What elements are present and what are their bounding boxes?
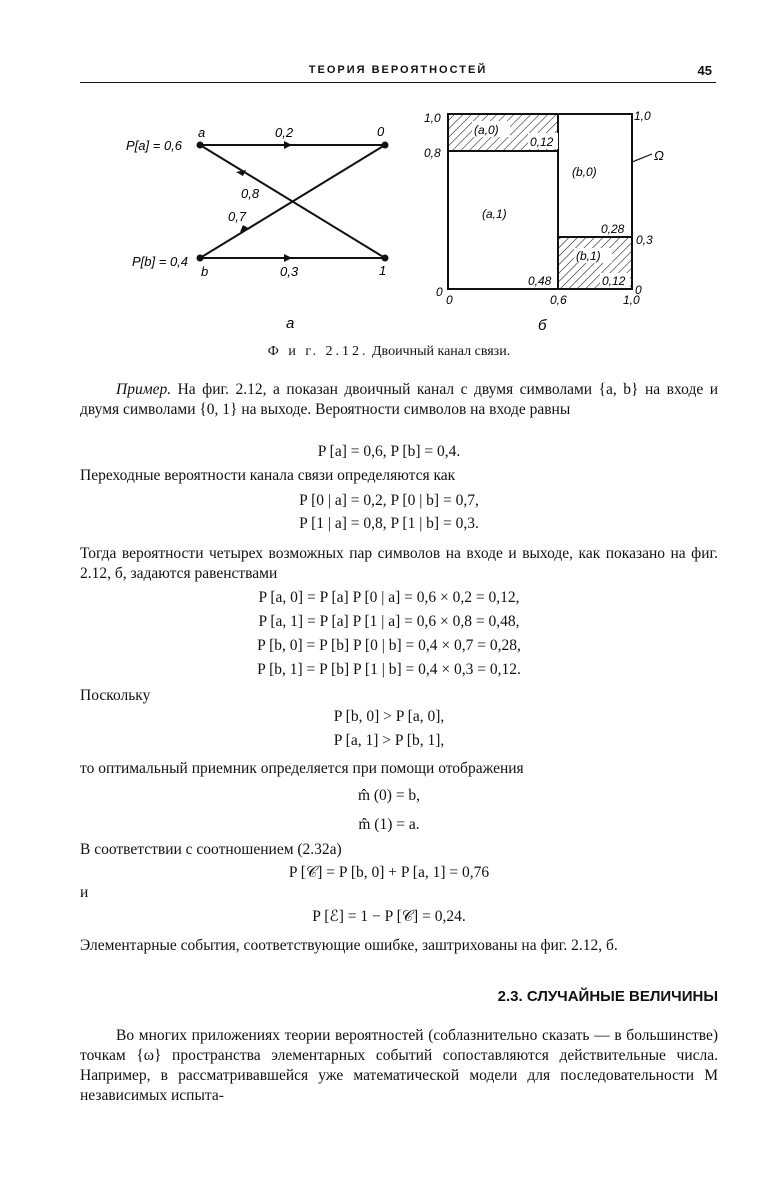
transition-b0: 0,7 — [228, 209, 247, 224]
right-axis-top: 1,0 — [634, 109, 651, 123]
equation-correct: P [𝒞] = P [b, 0] + P [a, 1] = 0,76 — [288, 864, 490, 881]
running-title: ТЕОРИЯ ВЕРОЯТНОСТЕЙ — [308, 64, 488, 76]
value-a0: 0,12 — [530, 135, 554, 149]
prob-b-label: P[b] = 0,4 — [132, 254, 189, 269]
accordance-paragraph: В соответствии с соотношением (2.32а) — [80, 841, 342, 858]
left-axis-top: 1,0 — [424, 111, 441, 125]
region-b0-label: (b,0) — [572, 165, 597, 179]
input-b-label: b — [201, 264, 209, 279]
example-paragraph — [80, 380, 718, 420]
panel-b-label: б — [538, 317, 547, 334]
example-body: На фиг. 2.12, а показан двоичный канал с двумя символами {a, b} на входе и двумя символами {0, 1} на выходе. Вероятности символов на входе равны — [80, 381, 719, 418]
node-1 — [382, 255, 389, 262]
equation-error: P [ℰ] = 1 − P [𝒞] = 0,24. — [312, 908, 466, 925]
omega-pointer — [632, 154, 652, 162]
bottom-axis-06: 0,6 — [550, 293, 567, 307]
omega-label: Ω — [654, 148, 664, 163]
transition-a1: 0,8 — [241, 186, 260, 201]
equation-input: P [a] = 0,6, P [b] = 0,4. — [317, 443, 461, 460]
running-header — [80, 62, 716, 83]
node-b — [197, 255, 204, 262]
page-number: 45 — [697, 63, 712, 78]
bottom-axis-1: 1,0 — [623, 293, 640, 307]
node-a — [197, 142, 204, 149]
arrow-b-1 — [284, 254, 292, 262]
bottom-axis-0: 0 — [446, 293, 453, 307]
caption-text: Двоичный канал связи. — [372, 344, 511, 359]
probability-square — [424, 109, 664, 334]
equation-since-1: P [b, 0] > P [a, 0], — [333, 708, 445, 725]
right-axis-mid: 0,3 — [636, 233, 653, 247]
panel-a-label: а — [286, 315, 295, 332]
region-b1-label: (b,1) — [576, 249, 601, 263]
section-heading: 2.3. СЛУЧАЙНЫЕ ВЕЛИЧИНЫ — [497, 988, 718, 1005]
equation-since-2: P [a, 1] > P [b, 1], — [333, 732, 445, 749]
pairs-paragraph: Тогда вероятности четырех возможных пар символов на входе и выходе, как показано на фиг. 2.12, б, задаются равенствами — [80, 545, 718, 582]
transition-b1: 0,3 — [280, 264, 299, 279]
equation-pair-4: P [b, 1] = P [b] P [1 | b] = 0,4 × 0,3 = 0,12. — [257, 661, 521, 678]
receiver-paragraph: то оптимальный приемник определяется при помощи отображения — [80, 760, 524, 777]
equation-pair-1: P [a, 0] = P [a] P [0 | a] = 0,6 × 0,2 = 0,12, — [258, 589, 520, 606]
prob-a-label: P[a] = 0,6 — [126, 138, 183, 153]
equation-pair-3: P [b, 0] = P [b] P [0 | b] = 0,4 × 0,7 = 0,28, — [257, 637, 521, 654]
value-b0: 0,28 — [601, 222, 625, 236]
equation-transition-2: P [1 | a] = 0,8, P [1 | b] = 0,3. — [299, 515, 479, 532]
arrow-a-0 — [284, 141, 292, 149]
transition-intro: Переходные вероятности канала связи определяются как — [80, 467, 456, 484]
equation-transition-1: P [0 | a] = 0,2, P [0 | b] = 0,7, — [299, 492, 479, 509]
equation-map-1: m̂ (0) = b, — [357, 787, 421, 804]
region-a1-label: (a,1) — [482, 207, 507, 221]
value-b1: 0,12 — [602, 274, 626, 288]
caption-prefix: Ф и г. 2.12. — [267, 344, 369, 359]
input-a-label: a — [198, 125, 206, 140]
example-word: Пример. — [116, 381, 172, 398]
figure-2-12 — [0, 100, 778, 340]
equation-pair-2: P [a, 1] = P [a] P [1 | a] = 0,6 × 0,8 = 0,48, — [258, 613, 520, 630]
equation-map-2: m̂ (1) = a. — [358, 816, 420, 833]
elementary-paragraph: Элементарные события, соответствующие ошибке, заштрихованы на фиг. 2.12, б. — [80, 937, 618, 954]
left-axis-mid: 0,8 — [424, 146, 441, 160]
since-label: Поскольку — [80, 687, 151, 704]
left-axis-bottom: 0 — [436, 285, 443, 299]
figure-caption — [0, 344, 778, 360]
final-paragraph: Во многих приложениях теории вероятностей (соблазнительно сказать — в большинстве) точкам {ω} пространства элементарных событий сопоставляются действительные числа. Например, в рассматривавшейся уже математической модели для последовательности M независимых испыта- — [80, 1027, 718, 1104]
and-word: и — [80, 884, 89, 901]
transition-a0: 0,2 — [275, 125, 294, 140]
output-1-label: 1 — [379, 263, 387, 278]
right-axis-bottom: 0 — [635, 283, 642, 297]
channel-diagram — [126, 124, 389, 332]
region-a0-label: (a,0) — [474, 123, 499, 137]
value-a1: 0,48 — [528, 274, 552, 288]
node-0 — [382, 142, 389, 149]
output-0-label: 0 — [377, 124, 385, 139]
